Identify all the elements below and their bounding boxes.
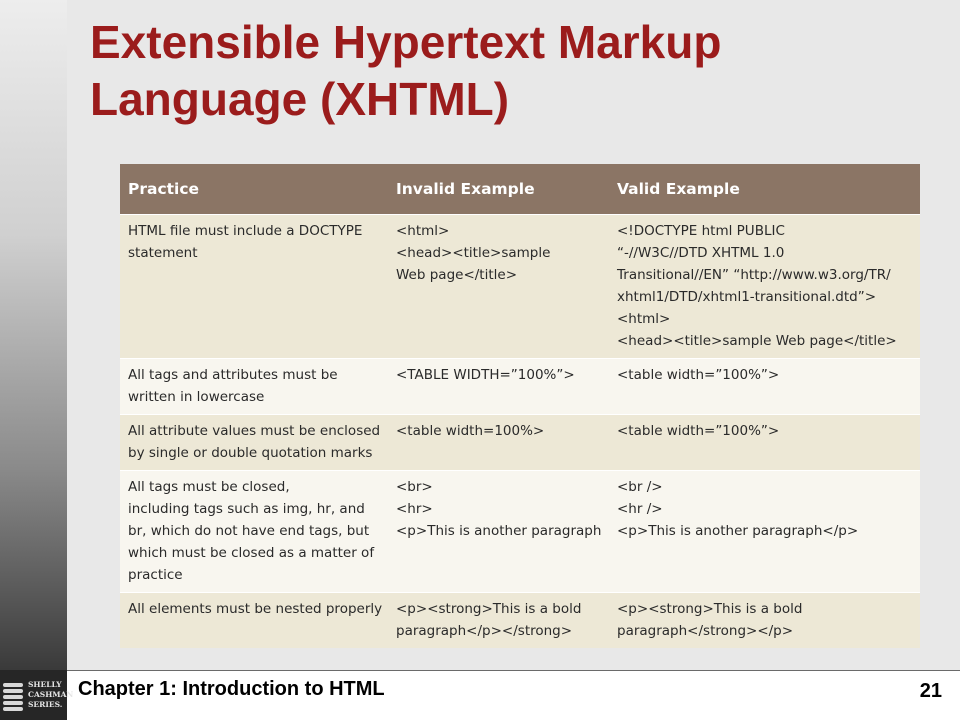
table-row (120, 593, 920, 649)
page-number: 21 (919, 680, 942, 702)
cell-line: statement (128, 245, 198, 261)
cell-line: <html> (617, 311, 671, 327)
cell-line: <head><title>sample Web page</title> (617, 333, 897, 349)
invalid-example-cell (388, 215, 609, 359)
cell-line: paragraph</strong></p> (617, 623, 794, 639)
footer-divider (67, 670, 960, 671)
header-invalid-example: Invalid Example (388, 164, 609, 215)
cell-line: xhtml1/DTD/xhtml1-transitional.dtd”> (617, 289, 877, 305)
table-row (120, 415, 920, 471)
invalid-example-cell (388, 415, 609, 471)
cell-line: <table width=”100%”> (617, 367, 780, 383)
valid-example-cell (609, 471, 920, 593)
table-row (120, 359, 920, 415)
logo-line: SHELLY (28, 680, 62, 689)
cell-line: All tags and attributes must be (128, 367, 338, 383)
practice-cell (120, 593, 388, 649)
slide-footer (0, 670, 960, 720)
practice-cell (120, 415, 388, 471)
book-stack-icon (3, 683, 23, 711)
title-line-1: Extensible Hypertext Markup (90, 16, 722, 68)
logo-wordmark (28, 680, 74, 710)
cell-line: <hr /> (617, 501, 663, 517)
cell-line: <table width=100%> (396, 423, 545, 439)
xhtml-practices-table (120, 164, 920, 648)
cell-line: <head><title>sample (396, 245, 551, 261)
cell-line: <TABLE WIDTH=”100%”> (396, 367, 575, 383)
valid-example-cell (609, 215, 920, 359)
slide-title (90, 14, 930, 128)
chapter-title: Chapter 1: Introduction to HTML (78, 678, 385, 700)
cell-line: <p><strong>This is a bold (617, 601, 803, 617)
cell-line: Transitional//EN” “http://www.w3.org/TR/ (617, 267, 891, 283)
practice-cell (120, 359, 388, 415)
cell-line: <p>This is another paragraph (396, 523, 602, 539)
logo-line: SERIES. (28, 700, 63, 709)
table-row (120, 471, 920, 593)
header-practice: Practice (120, 164, 388, 215)
cell-line: <!DOCTYPE html PUBLIC (617, 223, 785, 239)
left-gradient-bar (0, 0, 67, 670)
valid-example-cell (609, 415, 920, 471)
cell-line: <html> (396, 223, 450, 239)
cell-line: practice (128, 567, 183, 583)
header-valid-example: Valid Example (609, 164, 920, 215)
cell-line: <table width=”100%”> (617, 423, 780, 439)
cell-line: which must be closed as a matter of (128, 545, 375, 561)
cell-line: <p>This is another paragraph</p> (617, 523, 859, 539)
cell-line: <br> (396, 479, 433, 495)
cell-line: paragraph</p></strong> (396, 623, 573, 639)
invalid-example-cell (388, 359, 609, 415)
cell-line: <br /> (617, 479, 663, 495)
invalid-example-cell (388, 471, 609, 593)
cell-line: “-//W3C//DTD XHTML 1.0 (617, 245, 785, 261)
cell-line: All attribute values must be enclosed (128, 423, 381, 439)
title-line-2: Language (XHTML) (90, 73, 510, 125)
valid-example-cell (609, 593, 920, 649)
table-header-row (120, 164, 920, 215)
cell-line: <hr> (396, 501, 433, 517)
valid-example-cell (609, 359, 920, 415)
practice-cell (120, 471, 388, 593)
cell-line: including tags such as img, hr, and (128, 501, 365, 517)
shelly-cashman-logo (0, 670, 74, 720)
cell-line: HTML file must include a DOCTYPE (128, 223, 363, 239)
cell-line: <p><strong>This is a bold (396, 601, 582, 617)
cell-line: br, which do not have end tags, but (128, 523, 370, 539)
practice-cell (120, 215, 388, 359)
table-row (120, 215, 920, 359)
cell-line: All elements must be nested properly (128, 601, 383, 617)
invalid-example-cell (388, 593, 609, 649)
cell-line: by single or double quotation marks (128, 445, 373, 461)
cell-line: All tags must be closed, (128, 479, 290, 495)
cell-line: written in lowercase (128, 389, 265, 405)
cell-line: Web page</title> (396, 267, 518, 283)
logo-line: CASHMAN (28, 690, 74, 699)
